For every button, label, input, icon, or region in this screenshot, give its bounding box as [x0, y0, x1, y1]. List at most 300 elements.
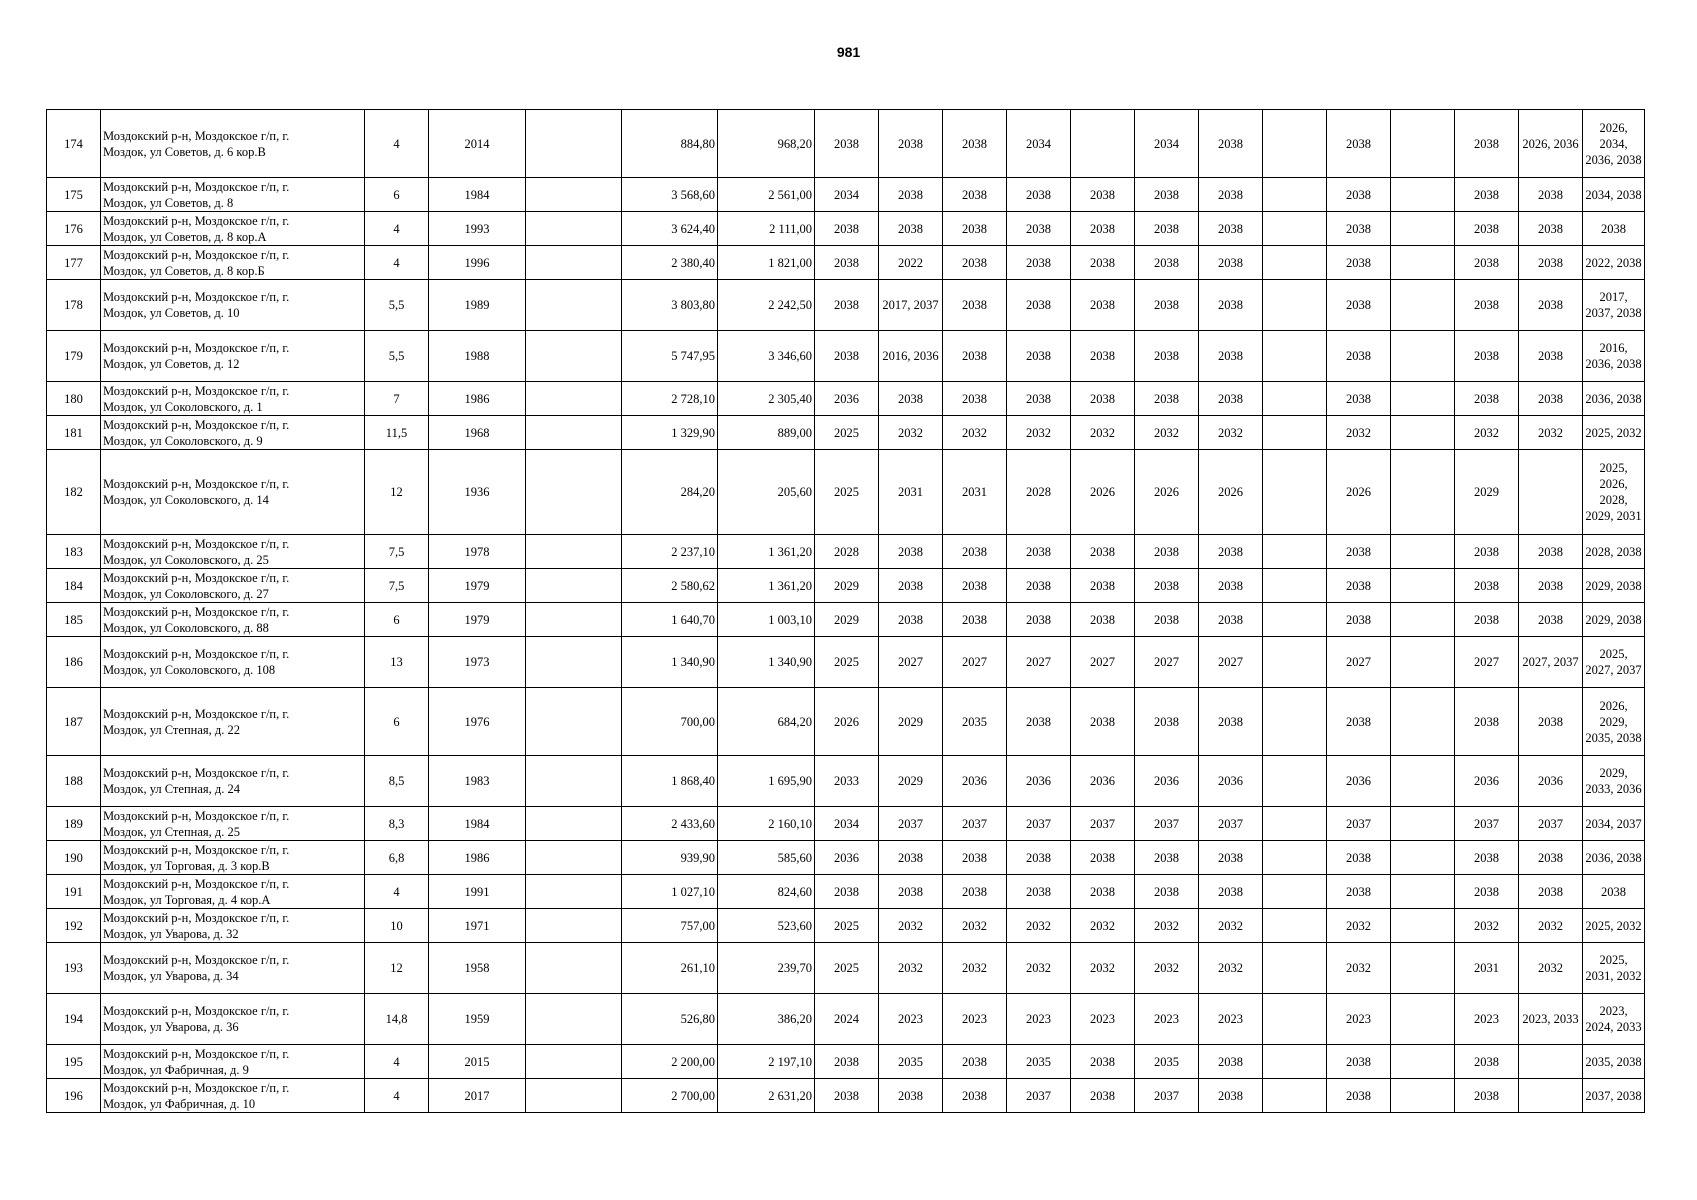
repair-year-cell: [1263, 212, 1327, 246]
empty-cell: [526, 212, 622, 246]
repair-year-cell: 2032: [879, 943, 943, 994]
table-row: [47, 688, 1645, 756]
total-area-cell: 2 237,10: [622, 535, 718, 569]
year-built-cell: 1983: [429, 756, 526, 807]
address-line-1: Моздокский р-н, Моздокское г/п, г.: [103, 953, 290, 967]
row-number-cell: 184: [47, 569, 101, 603]
repair-year-cell: 2025: [815, 450, 879, 535]
table-row: [47, 909, 1645, 943]
total-area-cell: 2 433,60: [622, 807, 718, 841]
address-line-1: Моздокский р-н, Моздокское г/п, г.: [103, 647, 290, 661]
repair-year-cell: 2038: [1455, 535, 1519, 569]
repair-year-cell: 2023: [943, 994, 1007, 1045]
row-number-cell: 191: [47, 875, 101, 909]
repair-year-cell: 2032: [1007, 416, 1071, 450]
repair-year-cell: [1263, 535, 1327, 569]
repair-year-cell: 2036: [815, 841, 879, 875]
repair-year-cell: 2038: [1135, 331, 1199, 382]
table-row: [47, 246, 1645, 280]
repair-year-cell: 2038: [1071, 280, 1135, 331]
repair-year-cell: 2037: [1135, 807, 1199, 841]
residential-area-cell: 2 242,50: [718, 280, 815, 331]
repair-year-cell: 2038: [1455, 841, 1519, 875]
repair-year-cell: 2032: [1071, 416, 1135, 450]
empty-cell: [526, 1045, 622, 1079]
repair-year-cell: 2038: [1071, 1045, 1135, 1079]
row-number-cell: 185: [47, 603, 101, 637]
table-row: [47, 637, 1645, 688]
address-line-1: Моздокский р-н, Моздокское г/п, г.: [103, 290, 290, 304]
repair-year-cell: 2032: [1519, 909, 1583, 943]
row-number-cell: 180: [47, 382, 101, 416]
table-row: [47, 331, 1645, 382]
repair-year-cell: [1263, 875, 1327, 909]
summary-years-cell: 2023, 2024, 2033: [1583, 994, 1645, 1045]
table-row: [47, 110, 1645, 178]
summary-years-cell: 2025, 2032: [1583, 416, 1645, 450]
housing-repair-schedule-table: [46, 109, 1645, 1113]
repair-year-cell: 2038: [815, 331, 879, 382]
repair-year-cell: [1519, 1079, 1583, 1113]
address-line-1: Моздокский р-н, Моздокское г/п, г.: [103, 706, 290, 721]
repair-year-cell: [1263, 1079, 1327, 1113]
year-built-cell: 2015: [429, 1045, 526, 1079]
summary-years-cell: 2017, 2037, 2038: [1583, 280, 1645, 331]
repair-year-cell: 2032: [1135, 909, 1199, 943]
repair-year-cell: [1263, 280, 1327, 331]
repair-year-cell: 2017, 2037: [879, 280, 943, 331]
repair-year-cell: 2025: [815, 637, 879, 688]
repair-year-cell: 2036: [815, 382, 879, 416]
address-line-1: Моздокский р-н, Моздокское г/п, г.: [103, 1080, 290, 1095]
repair-year-cell: 2038: [1455, 1045, 1519, 1079]
year-built-cell: 1958: [429, 943, 526, 994]
repair-year-cell: 2032: [879, 416, 943, 450]
table-row: [47, 994, 1645, 1045]
address-line-2: Моздок, ул Степная, д. 25: [103, 824, 240, 839]
floors-cell: 7,5: [365, 569, 429, 603]
repair-year-cell: 2027, 2037: [1519, 637, 1583, 688]
repair-year-cell: 2038: [1135, 178, 1199, 212]
address-line-1: Моздокский р-н, Моздокское г/п, г.: [103, 842, 290, 857]
repair-year-cell: 2038: [1519, 382, 1583, 416]
repair-year-cell: [1263, 331, 1327, 382]
repair-year-cell: [1263, 110, 1327, 178]
repair-year-cell: 2038: [1199, 382, 1263, 416]
table-row: [47, 841, 1645, 875]
empty-cell: [526, 569, 622, 603]
repair-year-cell: 2035: [943, 688, 1007, 756]
repair-year-cell: 2038: [943, 178, 1007, 212]
repair-year-cell: 2038: [1327, 535, 1391, 569]
repair-year-cell: 2038: [1199, 875, 1263, 909]
summary-years-cell: 2025, 2026, 2028, 2029, 2031: [1583, 450, 1645, 535]
row-number-cell: 189: [47, 807, 101, 841]
repair-year-cell: 2038: [1071, 1079, 1135, 1113]
empty-cell: [526, 875, 622, 909]
empty-cell: [526, 110, 622, 178]
address-cell: [101, 1079, 365, 1113]
repair-year-cell: 2038: [1327, 569, 1391, 603]
year-built-cell: 1936: [429, 450, 526, 535]
repair-year-cell: 2031: [879, 450, 943, 535]
empty-cell: [526, 535, 622, 569]
address-cell: [101, 756, 365, 807]
repair-year-cell: 2037: [1519, 807, 1583, 841]
address-cell: [101, 331, 365, 382]
repair-year-cell: 2038: [1327, 1079, 1391, 1113]
repair-year-cell: 2038: [943, 875, 1007, 909]
floors-cell: 6,8: [365, 841, 429, 875]
repair-year-cell: 2038: [943, 280, 1007, 331]
repair-year-cell: 2038: [1327, 382, 1391, 416]
repair-year-cell: 2029: [879, 756, 943, 807]
residential-area-cell: 684,20: [718, 688, 815, 756]
repair-year-cell: 2038: [1071, 331, 1135, 382]
repair-year-cell: 2038: [1007, 382, 1071, 416]
year-built-cell: 1993: [429, 212, 526, 246]
address-line-2: Моздок, ул Уварова, д. 36: [103, 1020, 239, 1034]
repair-year-cell: [1391, 1079, 1455, 1113]
year-built-cell: 1986: [429, 841, 526, 875]
floors-cell: 12: [365, 943, 429, 994]
repair-year-cell: 2027: [943, 637, 1007, 688]
repair-year-cell: [1263, 807, 1327, 841]
table-row: [47, 416, 1645, 450]
address-line-1: Моздокский р-н, Моздокское г/п, г.: [103, 910, 290, 925]
row-number-cell: 196: [47, 1079, 101, 1113]
repair-year-cell: 2038: [1199, 841, 1263, 875]
repair-year-cell: 2036: [1007, 756, 1071, 807]
repair-year-cell: 2038: [1007, 603, 1071, 637]
repair-year-cell: 2038: [1135, 212, 1199, 246]
repair-year-cell: 2038: [1007, 688, 1071, 756]
total-area-cell: 884,80: [622, 110, 718, 178]
address-line-2: Моздок, ул Фабричная, д. 9: [103, 1062, 249, 1077]
repair-year-cell: 2038: [1327, 280, 1391, 331]
repair-year-cell: [1263, 450, 1327, 535]
table-row: [47, 756, 1645, 807]
repair-year-cell: 2027: [1135, 637, 1199, 688]
total-area-cell: 2 580,62: [622, 569, 718, 603]
repair-year-cell: 2038: [1135, 841, 1199, 875]
residential-area-cell: 1 003,10: [718, 603, 815, 637]
floors-cell: 5,5: [365, 331, 429, 382]
repair-year-cell: 2034: [1135, 110, 1199, 178]
address-line-1: Моздокский р-н, Моздокское г/п, г.: [103, 417, 290, 432]
address-line-1: Моздокский р-н, Моздокское г/п, г.: [103, 876, 290, 891]
total-area-cell: 1 640,70: [622, 603, 718, 637]
repair-year-cell: 2026: [1071, 450, 1135, 535]
repair-year-cell: 2016, 2036: [879, 331, 943, 382]
repair-year-cell: 2038: [1007, 212, 1071, 246]
table-row: [47, 603, 1645, 637]
floors-cell: 14,8: [365, 994, 429, 1045]
row-number-cell: 175: [47, 178, 101, 212]
repair-year-cell: 2038: [943, 1045, 1007, 1079]
total-area-cell: 261,10: [622, 943, 718, 994]
repair-year-cell: 2038: [1007, 569, 1071, 603]
repair-year-cell: 2038: [943, 110, 1007, 178]
floors-cell: 8,5: [365, 756, 429, 807]
repair-year-cell: [1391, 416, 1455, 450]
total-area-cell: 284,20: [622, 450, 718, 535]
repair-year-cell: [1391, 909, 1455, 943]
summary-years-cell: 2029, 2033, 2036: [1583, 756, 1645, 807]
summary-years-cell: 2037, 2038: [1583, 1079, 1645, 1113]
address-cell: [101, 841, 365, 875]
repair-year-cell: 2028: [815, 535, 879, 569]
summary-years-cell: 2016, 2036, 2038: [1583, 331, 1645, 382]
repair-year-cell: [1263, 1045, 1327, 1079]
page-number: 981: [836, 44, 861, 60]
total-area-cell: 1 329,90: [622, 416, 718, 450]
address-line-1: Моздокский р-н, Моздокское г/п, г.: [103, 179, 290, 194]
address-line-1: Моздокский р-н, Моздокское г/п, г.: [103, 341, 290, 355]
address-line-2: Моздок, ул Советов, д. 8 кор.А: [103, 229, 267, 244]
address-line-1: Моздокский р-н, Моздокское г/п, г.: [103, 766, 290, 780]
repair-year-cell: 2038: [1007, 535, 1071, 569]
table-row: [47, 178, 1645, 212]
repair-year-cell: 2027: [1007, 637, 1071, 688]
floors-cell: 11,5: [365, 416, 429, 450]
address-line-1: Моздокский р-н, Моздокское г/п, г.: [103, 477, 290, 491]
repair-year-cell: 2038: [879, 603, 943, 637]
repair-year-cell: 2033: [815, 756, 879, 807]
repair-year-cell: 2037: [1455, 807, 1519, 841]
repair-year-cell: 2038: [1455, 178, 1519, 212]
repair-year-cell: 2038: [1135, 280, 1199, 331]
repair-year-cell: [1391, 637, 1455, 688]
summary-years-cell: 2026, 2029, 2035, 2038: [1583, 688, 1645, 756]
residential-area-cell: 1 361,20: [718, 535, 815, 569]
address-line-2: Моздок, ул Соколовского, д. 27: [103, 586, 269, 601]
floors-cell: 7: [365, 382, 429, 416]
repair-year-cell: 2038: [879, 110, 943, 178]
repair-year-cell: 2036: [1135, 756, 1199, 807]
repair-year-cell: 2038: [879, 875, 943, 909]
empty-cell: [526, 909, 622, 943]
address-cell: [101, 569, 365, 603]
floors-cell: 6: [365, 603, 429, 637]
total-area-cell: 757,00: [622, 909, 718, 943]
repair-year-cell: 2038: [1327, 178, 1391, 212]
year-built-cell: 2014: [429, 110, 526, 178]
repair-year-cell: 2038: [1135, 569, 1199, 603]
repair-year-cell: 2027: [1199, 637, 1263, 688]
repair-year-cell: 2032: [1455, 909, 1519, 943]
address-cell: [101, 280, 365, 331]
address-line-2: Моздок, ул Торговая, д. 4 кор.А: [103, 892, 271, 907]
repair-year-cell: 2035: [879, 1045, 943, 1079]
repair-year-cell: 2035: [1135, 1045, 1199, 1079]
address-line-2: Моздок, ул Соколовского, д. 9: [103, 433, 263, 448]
repair-year-cell: 2023: [1071, 994, 1135, 1045]
repair-year-cell: 2037: [879, 807, 943, 841]
repair-year-cell: [1263, 943, 1327, 994]
address-cell: [101, 603, 365, 637]
repair-year-cell: 2038: [1071, 569, 1135, 603]
repair-year-cell: 2032: [943, 416, 1007, 450]
repair-year-cell: 2035: [1007, 1045, 1071, 1079]
repair-year-cell: 2038: [1455, 1079, 1519, 1113]
summary-years-cell: 2025, 2031, 2032: [1583, 943, 1645, 994]
address-line-1: Моздокский р-н, Моздокское г/п, г.: [103, 213, 290, 228]
year-built-cell: 1984: [429, 807, 526, 841]
row-number-cell: 177: [47, 246, 101, 280]
year-built-cell: 2017: [429, 1079, 526, 1113]
table-row: [47, 807, 1645, 841]
repair-year-cell: 2038: [1135, 688, 1199, 756]
address-cell: [101, 807, 365, 841]
residential-area-cell: 2 111,00: [718, 212, 815, 246]
residential-area-cell: 1 695,90: [718, 756, 815, 807]
repair-year-cell: 2038: [1327, 841, 1391, 875]
address-line-1: Моздокский р-н, Моздокское г/п, г.: [103, 383, 290, 398]
summary-years-cell: 2038: [1583, 212, 1645, 246]
address-line-2: Моздок, ул Уварова, д. 34: [103, 969, 239, 983]
repair-year-cell: 2037: [1199, 807, 1263, 841]
total-area-cell: 700,00: [622, 688, 718, 756]
row-number-cell: 178: [47, 280, 101, 331]
row-number-cell: 183: [47, 535, 101, 569]
year-built-cell: 1976: [429, 688, 526, 756]
repair-year-cell: [1391, 841, 1455, 875]
repair-year-cell: [1071, 110, 1135, 178]
repair-year-cell: 2038: [1071, 535, 1135, 569]
residential-area-cell: 3 346,60: [718, 331, 815, 382]
repair-year-cell: 2037: [1071, 807, 1135, 841]
repair-year-cell: 2038: [943, 331, 1007, 382]
address-cell: [101, 994, 365, 1045]
repair-year-cell: 2036: [1071, 756, 1135, 807]
repair-year-cell: 2038: [879, 535, 943, 569]
summary-years-cell: 2028, 2038: [1583, 535, 1645, 569]
repair-year-cell: 2032: [1071, 909, 1135, 943]
repair-year-cell: 2038: [1455, 212, 1519, 246]
row-number-cell: 194: [47, 994, 101, 1045]
row-number-cell: 176: [47, 212, 101, 246]
repair-year-cell: 2032: [1199, 909, 1263, 943]
repair-year-cell: [1391, 331, 1455, 382]
repair-year-cell: [1391, 450, 1455, 535]
address-line-2: Моздок, ул Фабричная, д. 10: [103, 1096, 256, 1111]
repair-year-cell: 2038: [1519, 569, 1583, 603]
address-line-1: Моздокский р-н, Моздокское г/п, г.: [103, 570, 290, 585]
total-area-cell: 1 340,90: [622, 637, 718, 688]
repair-year-cell: 2038: [879, 569, 943, 603]
address-cell: [101, 688, 365, 756]
repair-year-cell: 2038: [1519, 603, 1583, 637]
repair-year-cell: 2038: [1455, 280, 1519, 331]
repair-year-cell: [1263, 382, 1327, 416]
repair-year-cell: 2037: [943, 807, 1007, 841]
repair-year-cell: 2025: [815, 909, 879, 943]
year-built-cell: 1979: [429, 569, 526, 603]
address-line-2: Моздок, ул Степная, д. 24: [103, 782, 240, 796]
repair-year-cell: 2038: [879, 841, 943, 875]
repair-year-cell: 2038: [815, 212, 879, 246]
repair-year-cell: [1391, 1045, 1455, 1079]
summary-years-cell: 2025, 2032: [1583, 909, 1645, 943]
summary-years-cell: 2025, 2027, 2037: [1583, 637, 1645, 688]
empty-cell: [526, 841, 622, 875]
repair-year-cell: [1391, 280, 1455, 331]
table-row: [47, 1045, 1645, 1079]
repair-year-cell: [1263, 756, 1327, 807]
address-line-2: Моздок, ул Уварова, д. 32: [103, 926, 239, 941]
repair-year-cell: 2032: [1455, 416, 1519, 450]
residential-area-cell: 1 340,90: [718, 637, 815, 688]
repair-year-cell: 2038: [879, 1079, 943, 1113]
total-area-cell: 2 200,00: [622, 1045, 718, 1079]
repair-year-cell: 2036: [1327, 756, 1391, 807]
repair-year-cell: [1391, 110, 1455, 178]
total-area-cell: 939,90: [622, 841, 718, 875]
empty-cell: [526, 1079, 622, 1113]
repair-year-cell: 2038: [815, 875, 879, 909]
repair-year-cell: 2038: [1007, 875, 1071, 909]
repair-year-cell: 2024: [815, 994, 879, 1045]
repair-year-cell: [1391, 212, 1455, 246]
repair-year-cell: [1263, 569, 1327, 603]
repair-year-cell: 2038: [1071, 688, 1135, 756]
repair-year-cell: [1263, 909, 1327, 943]
repair-year-cell: [1391, 943, 1455, 994]
residential-area-cell: 523,60: [718, 909, 815, 943]
address-line-2: Моздок, ул Торговая, д. 3 кор.В: [103, 858, 270, 873]
floors-cell: 5,5: [365, 280, 429, 331]
summary-years-cell: 2035, 2038: [1583, 1045, 1645, 1079]
repair-year-cell: 2037: [1327, 807, 1391, 841]
repair-year-cell: 2038: [1199, 603, 1263, 637]
empty-cell: [526, 756, 622, 807]
row-number-cell: 182: [47, 450, 101, 535]
repair-year-cell: 2038: [1199, 110, 1263, 178]
repair-year-cell: 2038: [1455, 603, 1519, 637]
repair-year-cell: 2037: [1135, 1079, 1199, 1113]
repair-year-cell: 2029: [1455, 450, 1519, 535]
repair-year-cell: 2031: [1455, 943, 1519, 994]
empty-cell: [526, 416, 622, 450]
repair-year-cell: [1391, 535, 1455, 569]
year-built-cell: 1979: [429, 603, 526, 637]
floors-cell: 4: [365, 212, 429, 246]
repair-year-cell: 2038: [1327, 875, 1391, 909]
repair-year-cell: 2038: [1007, 178, 1071, 212]
repair-year-cell: 2038: [1519, 212, 1583, 246]
repair-year-cell: 2038: [943, 841, 1007, 875]
empty-cell: [526, 688, 622, 756]
summary-years-cell: 2029, 2038: [1583, 569, 1645, 603]
table-row: [47, 382, 1645, 416]
repair-year-cell: 2038: [943, 212, 1007, 246]
repair-year-cell: 2038: [1199, 535, 1263, 569]
row-number-cell: 193: [47, 943, 101, 994]
year-built-cell: 1959: [429, 994, 526, 1045]
repair-year-cell: 2038: [1199, 1045, 1263, 1079]
repair-year-cell: 2038: [1199, 280, 1263, 331]
repair-year-cell: 2032: [1007, 909, 1071, 943]
repair-year-cell: 2032: [943, 909, 1007, 943]
total-area-cell: 5 747,95: [622, 331, 718, 382]
repair-year-cell: 2032: [879, 909, 943, 943]
repair-year-cell: 2038: [1519, 841, 1583, 875]
repair-year-cell: 2038: [1455, 382, 1519, 416]
repair-year-cell: 2038: [1327, 1045, 1391, 1079]
repair-year-cell: 2026: [1327, 450, 1391, 535]
repair-year-cell: 2038: [1519, 331, 1583, 382]
